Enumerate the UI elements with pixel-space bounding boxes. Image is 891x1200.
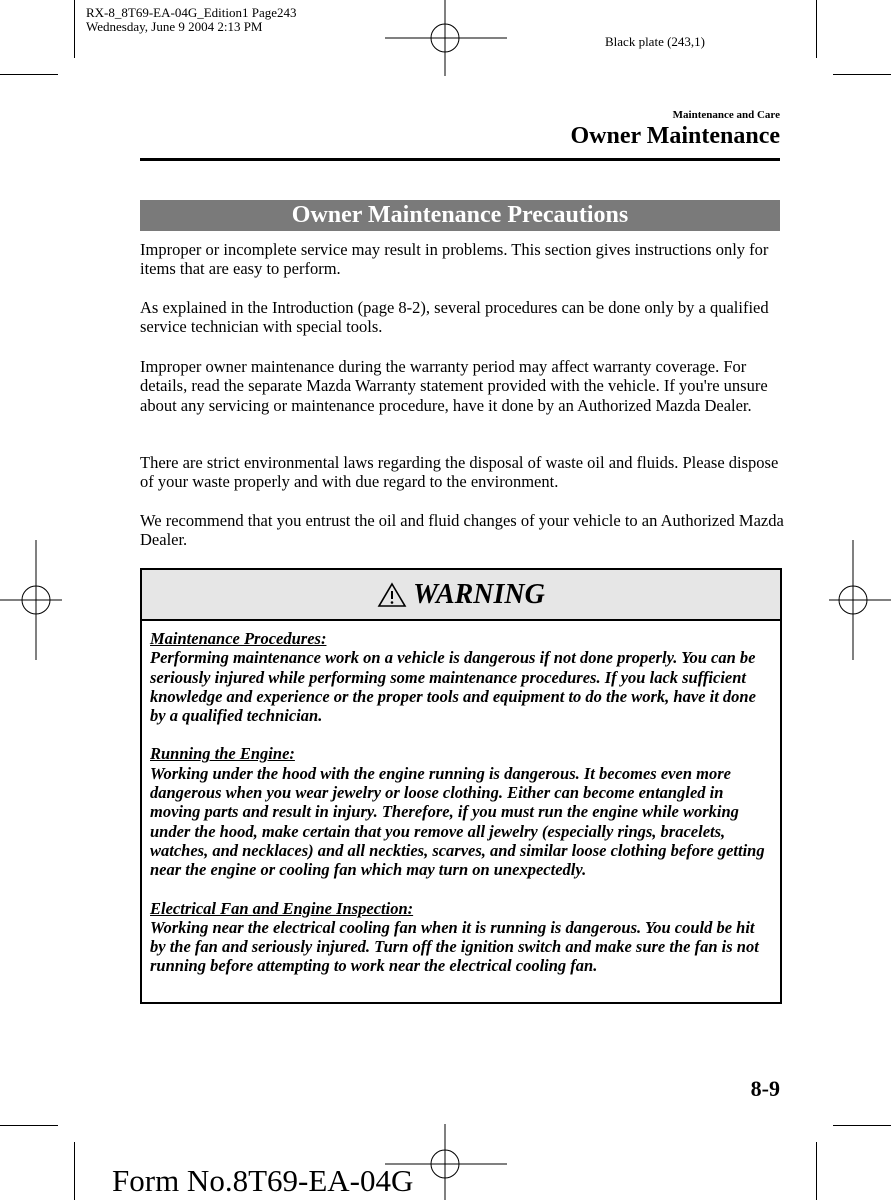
crop-mark bbox=[833, 74, 891, 75]
body-paragraph: Improper or incomplete service may result in problems. This section gives instructions only for items that are easy to perform. bbox=[140, 240, 769, 279]
body-paragraph: As explained in the Introduction (page 8-2), several procedures can be done only by a qualified service technician with special tools. bbox=[140, 298, 769, 337]
warning-body bbox=[142, 621, 780, 976]
warning-label: WARNING bbox=[413, 578, 545, 610]
crop-mark bbox=[0, 74, 58, 75]
warning-item-heading: Maintenance Procedures: bbox=[150, 629, 327, 648]
registration-mark-icon bbox=[829, 540, 891, 660]
title-divider bbox=[140, 158, 780, 161]
section-heading-band: Owner Maintenance Precautions bbox=[140, 200, 780, 231]
warning-item-heading: Electrical Fan and Engine Inspection: bbox=[150, 898, 414, 918]
section-label: Maintenance and Care bbox=[672, 109, 780, 121]
warning-item bbox=[150, 744, 772, 879]
crop-mark bbox=[74, 0, 75, 58]
crop-mark bbox=[74, 1142, 75, 1200]
warning-header bbox=[142, 570, 780, 621]
warning-item-text: Performing maintenance work on a vehicle is dangerous if not done properly. You can be seriously injured while performing some maintenance procedures. If you lack sufficient knowledge and experience or the proper tools and equipment to do the work, have it done by a qualified technician. bbox=[150, 648, 756, 726]
registration-mark-icon bbox=[385, 0, 507, 76]
body-paragraph: There are strict environmental laws regarding the disposal of waste oil and fluids. Please dispose of your waste properly and with due regard to the environment. bbox=[140, 453, 779, 492]
warning-item bbox=[150, 899, 772, 976]
crop-mark bbox=[0, 1125, 58, 1126]
warning-triangle-icon bbox=[377, 582, 407, 608]
plate-label: Black plate (243,1) bbox=[605, 34, 705, 49]
page-title: Owner Maintenance bbox=[570, 123, 780, 149]
body-paragraph: We recommend that you entrust the oil and fluid changes of your vehicle to an Authorized Mazda Dealer. bbox=[140, 511, 784, 550]
warning-box bbox=[140, 568, 782, 1004]
form-number: Form No.8T69-EA-04G bbox=[112, 1163, 414, 1198]
crop-mark bbox=[816, 1142, 817, 1200]
print-date-line: Wednesday, June 9 2004 2:13 PM bbox=[86, 19, 263, 34]
warning-item-heading: Running the Engine: bbox=[150, 744, 295, 764]
page-number: 8-9 bbox=[750, 1076, 780, 1101]
crop-mark bbox=[816, 0, 817, 58]
warning-item bbox=[150, 629, 772, 725]
registration-mark-icon bbox=[0, 540, 62, 660]
body-paragraph: Improper owner maintenance during the warranty period may affect warranty coverage. For details, read the separate Mazda Warranty statement provided with the vehicle. If you're unsure about any servicing or maintenance procedure, have it done by an Authorized Mazda Dealer. bbox=[140, 357, 768, 415]
warning-item-text: Working under the hood with the engine running is dangerous. It becomes even more dangerous when you wear jewelry or loose clothing. Either can become entangled in moving parts and result in injury. Therefore, if you must run the engine while working under the hood, make certain that you remove all jewelry (especially rings, bracelets, watches, and necklaces) and all neckties, scarves, and similar loose clothing before getting near the engine or cooling fan which may turn on unexpectedly. bbox=[150, 763, 765, 880]
print-metadata bbox=[86, 6, 297, 34]
crop-mark bbox=[833, 1125, 891, 1126]
print-file-line: RX-8_8T69-EA-04G_Edition1 Page243 bbox=[86, 5, 297, 20]
warning-item-text: Working near the electrical cooling fan when it is running is dangerous. You could be hit by the fan and seriously injured. Turn off the ignition switch and make sure the fan is not running before attempting to work near the electrical cooling fan. bbox=[150, 917, 759, 976]
